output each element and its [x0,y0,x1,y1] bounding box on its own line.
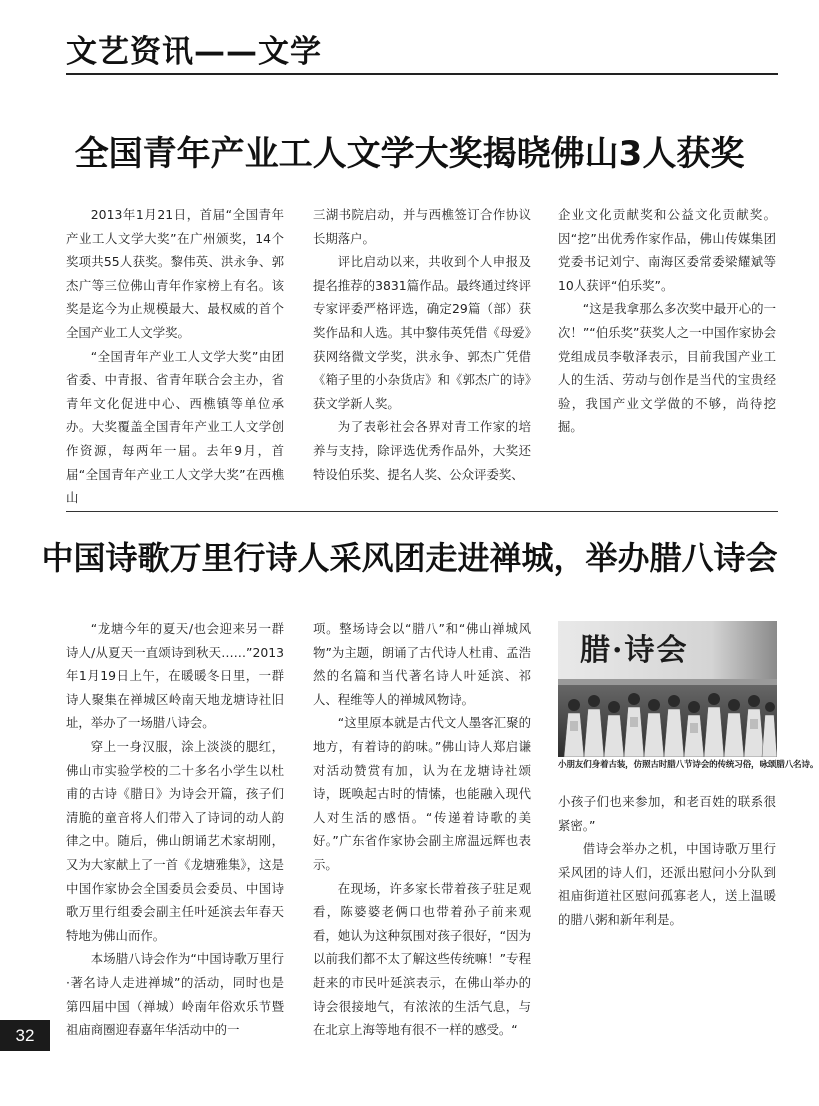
article-2-paragraph: 穿上一身汉服，涂上淡淡的腮红，佛山市实验学校的二十多名小学生以杜甫的古诗《腊日》为诗会开篇，孩子们清脆的童音将人们带入了诗词的动人韵律之中。随后，佛山朗诵艺术家胡刚，又为大家献上了一首《龙塘雅集》，这是中国作家协会全国委员会委员、中国诗歌万里行组委会副主任叶延滨去年春天特地为佛山而作。 [66,738,284,943]
section-title: 文艺资讯——文学 [66,34,322,70]
article-2-column-3 [558,790,776,932]
article-2-paragraph: “龙塘今年的夏天/也会迎来另一群诗人/从夏天一直颂诗到秋天……”2013年1月19日上午，在暖暖冬日里，一群诗人聚集在禅城区岭南天地龙塘诗社旧址，举办了一场腊八诗会。 [66,621,284,731]
article-1-headline: 全国青年产业工人文学大奖揭晓佛山3人获奖 [74,134,745,174]
article-2-headline: 中国诗歌万里行诗人采风团走进禅城，举办腊八诗会 [41,539,778,577]
article-1-paragraph: 企业文化贡献奖和公益文化贡献奖。因“挖”出优秀作家作品，佛山传媒集团党委书记刘宁、南海区委常委梁耀斌等10人获评“伯乐奖”。 [558,207,776,293]
article-2-column-1 [66,617,284,1042]
poetry-event-photo [558,621,777,757]
photo-banner [558,621,777,685]
photo-caption: 小朋友们身着古装，仿照古时腊八节诗会的传统习俗，咏颂腊八名诗。 [558,760,819,770]
article-2-paragraph: “这里原本就是古代文人墨客汇聚的地方，有着诗的韵味。”佛山诗人郑启谦对活动赞赏有加，认为在龙塘诗社颂诗，既唤起古时的情愫，也能融入现代人对生活的感悟。“传递着诗歌的美好。”广东省作家协会副主席温远辉也表示。 [313,715,531,872]
page-number: 32 [0,1020,50,1051]
article-1-paragraph: 2013年1月21日，首届“全国青年产业工人文学大奖”在广州颁奖，14个奖项共55人获奖。黎伟英、洪永争、郭杰广等三位佛山青年作家榜上有名。该奖是迄今为止规模最大、最权威的首个全国产业工人文学奖。 [66,207,284,340]
article-1-paragraph: 评比启动以来，共收到个人申报及提名推荐的3831篇作品。最终通过终评专家评委严格评选，确定29篇（部）获奖作品和人选。其中黎伟英凭借《母爱》获网络微文学奖，洪永争、郭杰广凭借《箱子里的小杂货店》和《郭杰广的诗》获文学新人奖。 [313,254,531,411]
article-1-paragraph: “这是我拿那么多次奖中最开心的一次！”“伯乐奖”获奖人之一中国作家协会党组成员李敬泽表示，目前我国产业工人的生活、劳动与创作是当代的宝贵经验，我国产业文学做的不够，尚待挖掘。 [558,301,776,435]
header-rule [66,73,778,75]
photo-banner-text: 腊·诗会 [580,633,689,668]
article-1-paragraph: 三湖书院启动，并与西樵签订合作协议长期落户。 [313,207,531,246]
article-2-column-2 [313,617,531,1042]
article-1-column-2 [313,203,531,486]
article-2-paragraph: 本场腊八诗会作为“中国诗歌万里行·著名诗人走进禅城”的活动，同时也是第四届中国（禅城）岭南年俗欢乐节暨祖庙商圈迎春嘉年华活动中的一 [66,951,284,1038]
article-1-paragraph: 为了表彰社会各界对青工作家的培养与支持，除评选优秀作品外，大奖还特设伯乐奖、提名人奖、公众评委奖、 [313,419,531,482]
article-2-paragraph: 项。整场诗会以“腊八”和“佛山禅城风物”为主题，朗诵了古代诗人杜甫、孟浩然的名篇和当代著名诗人叶延滨、祁人、程维等人的禅城风物诗。 [313,621,531,707]
article-2-paragraph: 在现场，许多家长带着孩子驻足观看，陈婆婆老俩口也带着孙子前来观看，她认为这种氛围对孩子很好，“因为以前我们都不太了解这些传统嘛！”专程赶来的市民叶延滨表示，在佛山举办的诗会很接地气，有浓浓的生活气息，与在北京上海等地有很不一样的感受。“ [313,880,531,1038]
article-1-paragraph: “全国青年产业工人文学大奖”由团省委、中青报、省青年联合会主办，省青年文化促进中心、西樵镇等单位承办。大奖覆盖全国青年产业工人文学创作资源，每两年一届。去年9月，首届“全国青年产业工人文学大奖”在西樵山 [66,348,284,506]
article-1-column-3 [558,203,776,439]
article-1-column-1 [66,203,284,510]
article-2-paragraph: 小孩子们也来参加，和老百姓的联系很紧密。” [558,794,776,833]
article-divider [66,511,778,512]
article-2-paragraph: 借诗会举办之机，中国诗歌万里行采风团的诗人们，还派出慰问小分队到祖庙街道社区慰问孤寡老人，送上温暖的腊八粥和新年利是。 [558,841,776,927]
